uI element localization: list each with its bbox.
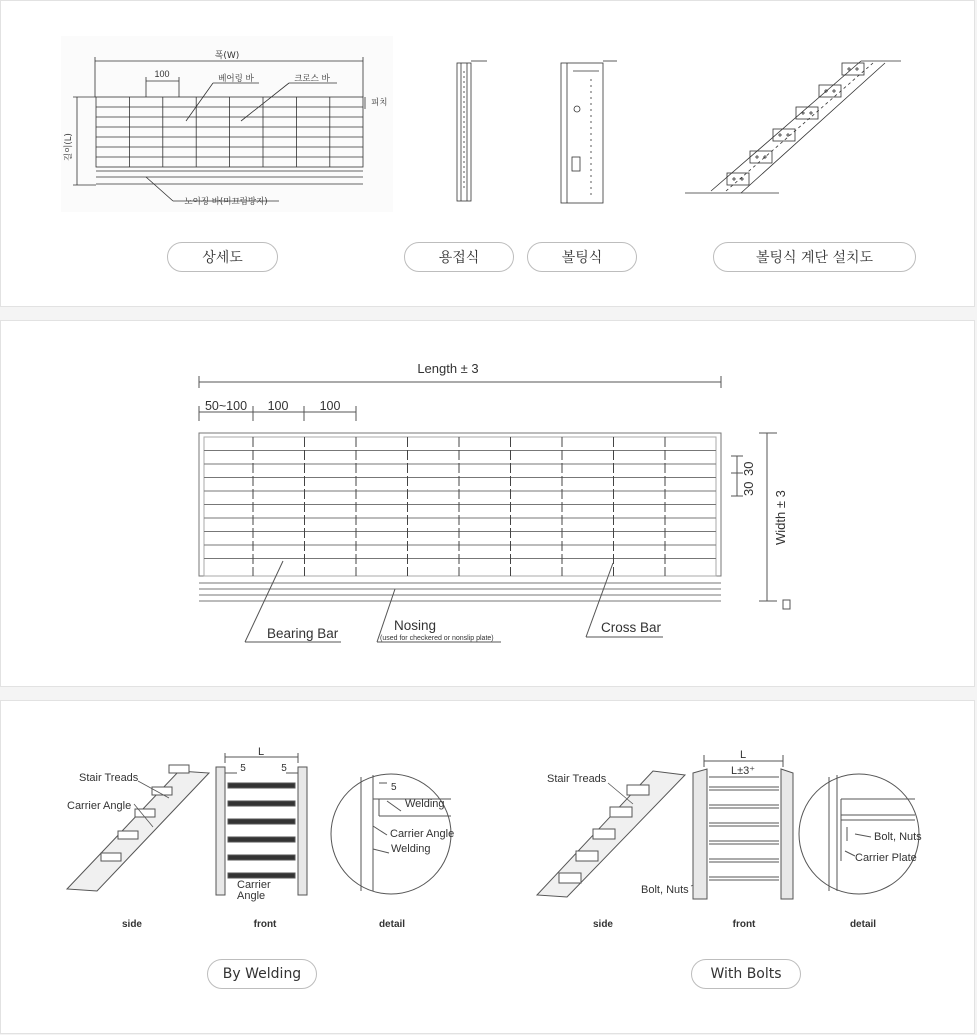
nosing-bar-label: 노이징 바(미끄럼방지) bbox=[184, 197, 268, 207]
bolt-caption-front: front bbox=[732, 919, 756, 930]
weld-detail-carrier-angle: Carrier Angle bbox=[390, 828, 455, 840]
weld-detail-dim: 5 bbox=[391, 782, 397, 793]
dim-second: 100 bbox=[267, 399, 289, 413]
bolt-detail-carrier-plate: Carrier Plate bbox=[855, 852, 917, 864]
weld-caption-detail: detail bbox=[378, 919, 406, 930]
bolt-caption-side: side bbox=[592, 919, 614, 930]
detail-drawings-panel bbox=[0, 0, 975, 307]
weld-front-angle: Angle bbox=[237, 890, 266, 902]
bolt-front-L-tolerance: L±3⁺ bbox=[730, 765, 756, 777]
bolt-detail-bolt-nuts: Bolt, Nuts bbox=[874, 831, 922, 843]
grating-plan-drawing bbox=[61, 36, 393, 212]
pitch-side-label: 피치 bbox=[371, 98, 388, 108]
spacing-upper: 30 bbox=[741, 461, 756, 476]
spacing-lower: 30 bbox=[741, 481, 756, 496]
dim-third: 100 bbox=[319, 399, 341, 413]
nosing-note: (used for checkered or nonslip plate) bbox=[380, 635, 494, 642]
bolting-type-button[interactable]: 볼팅식 bbox=[527, 242, 637, 272]
with-bolts-button[interactable]: With Bolts bbox=[691, 959, 801, 989]
pitch-value: 100 bbox=[154, 69, 170, 79]
length-dimension: Length ± 3 bbox=[417, 361, 479, 376]
detail-drawing-button[interactable]: 상세도 bbox=[167, 242, 278, 272]
weld-detail-welding-bottom: Welding bbox=[391, 843, 431, 855]
weld-carrier-angle-label: Carrier Angle bbox=[67, 800, 132, 812]
stair-install-button[interactable]: 볼팅식 계단 설치도 bbox=[713, 242, 916, 272]
welding-front-view bbox=[216, 753, 307, 895]
weld-caption-side: side bbox=[121, 919, 143, 930]
cross-bar-label: 크로스 바 bbox=[294, 74, 330, 84]
bearing-bar-callout: Bearing Bar bbox=[267, 626, 339, 641]
weld-front-carrier: Carrier bbox=[237, 879, 271, 891]
length-label: 길이(L) bbox=[64, 133, 74, 161]
by-welding-button[interactable]: By Welding bbox=[207, 959, 317, 989]
weld-stair-treads-label: Stair Treads bbox=[79, 772, 139, 784]
weld-front-dim-left: 5 bbox=[240, 763, 246, 774]
bolt-side-bolt-nuts: Bolt, Nuts bbox=[641, 884, 689, 896]
grating-plan bbox=[199, 433, 721, 601]
width-dimension: Width ± 3 bbox=[773, 490, 788, 545]
width-label: 폭(W) bbox=[214, 51, 240, 61]
weld-front-dim-right: 5 bbox=[281, 763, 287, 774]
welding-type-drawing bbox=[457, 61, 487, 201]
bearing-bar-label: 베어링 바 bbox=[218, 74, 254, 84]
bolt-front-L: L bbox=[739, 749, 747, 761]
weld-front-L: L bbox=[257, 746, 265, 758]
bolt-caption-detail: detail bbox=[849, 919, 877, 930]
stair-tread-panel bbox=[0, 700, 975, 1034]
cross-bar-callout: Cross Bar bbox=[601, 620, 662, 635]
stair-tread-svg bbox=[1, 701, 976, 1035]
bolting-type-drawing bbox=[561, 61, 617, 203]
grating-plan-panel bbox=[0, 320, 975, 687]
stair-install-drawing bbox=[685, 61, 901, 193]
bolt-stair-treads-label: Stair Treads bbox=[547, 773, 607, 785]
bolts-side-view bbox=[537, 771, 685, 897]
welding-type-button[interactable]: 용접식 bbox=[404, 242, 514, 272]
weld-detail-welding-top: Welding bbox=[405, 798, 445, 810]
dim-first: 50~100 bbox=[204, 399, 248, 413]
weld-caption-front: front bbox=[253, 919, 277, 930]
nosing-callout: Nosing bbox=[394, 618, 437, 633]
grating-plan-svg bbox=[1, 321, 976, 688]
